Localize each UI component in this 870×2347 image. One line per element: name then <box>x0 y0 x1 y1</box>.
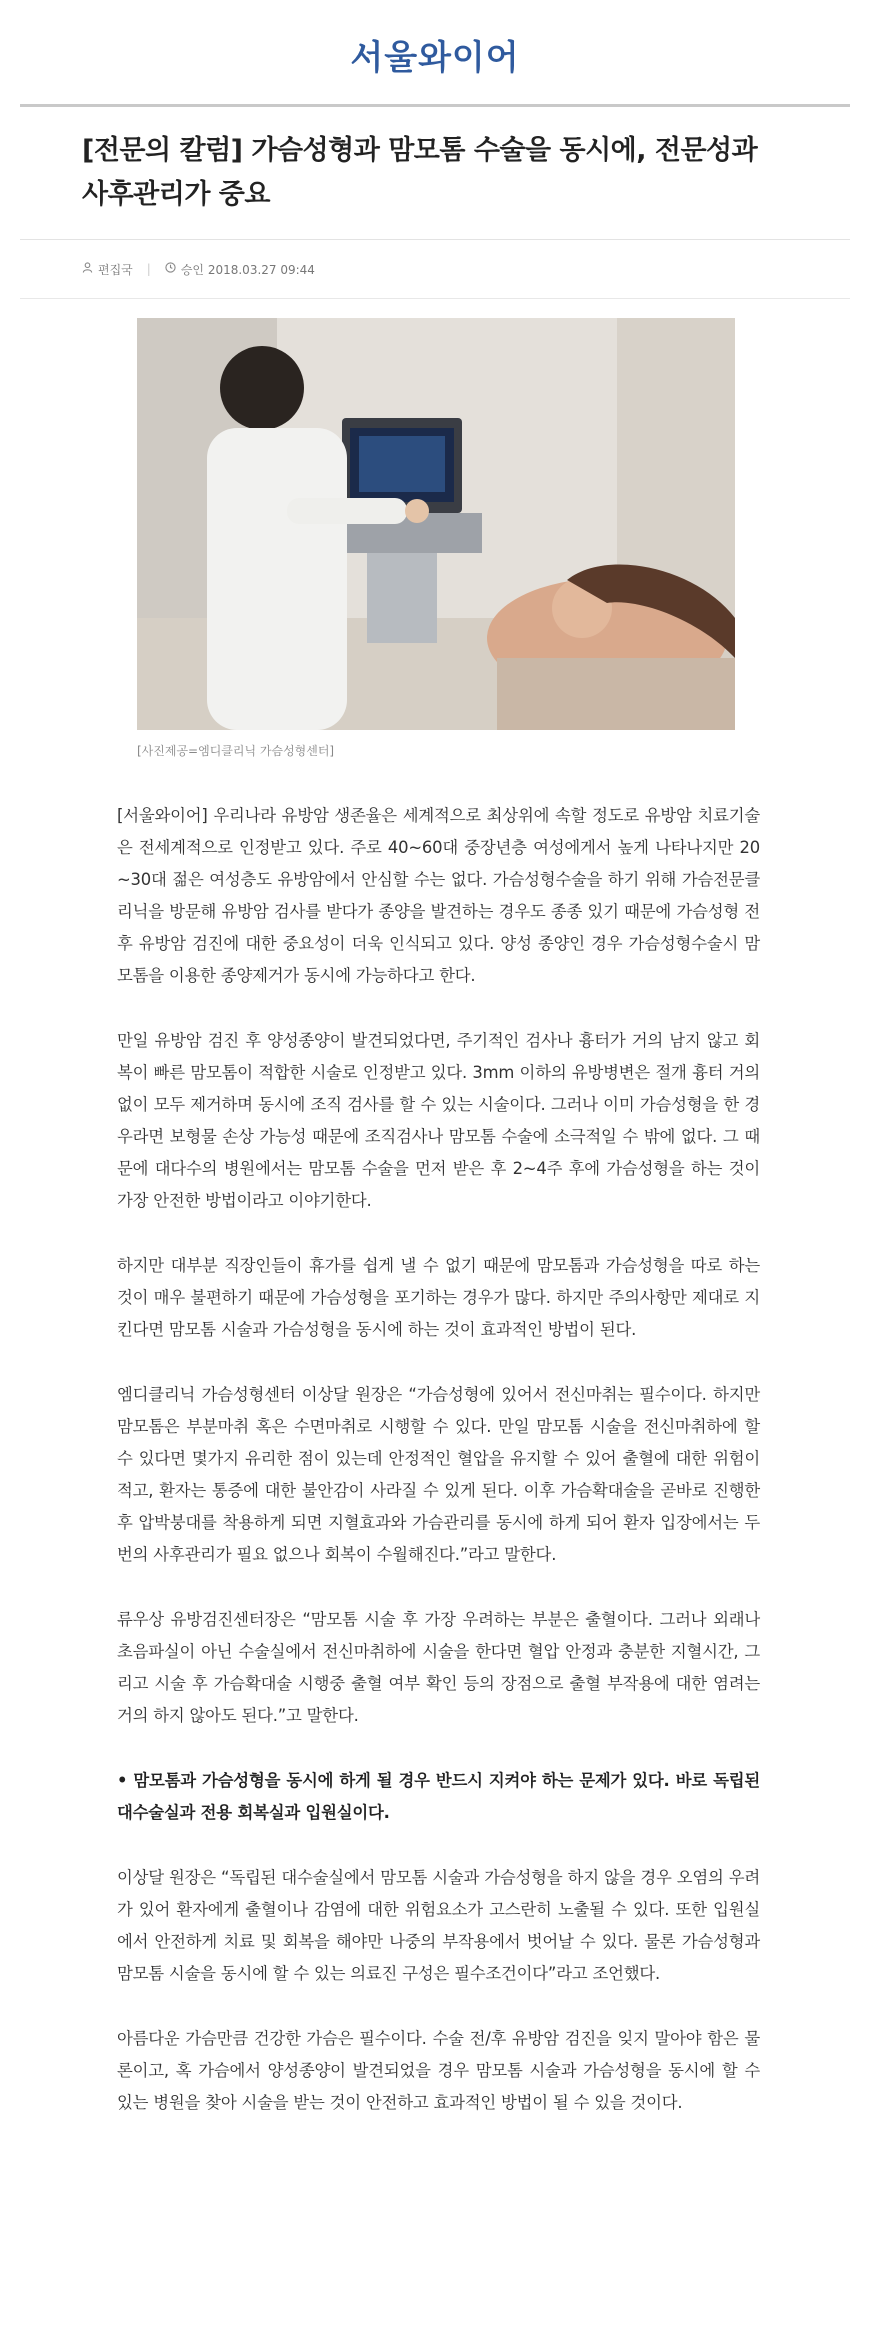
paragraph: 이상달 원장은 “독립된 대수술실에서 맘모톰 시술과 가슴성형을 하지 않을 경우 오염의 우려가 있어 환자에게 출혈이나 감염에 대한 위험요소가 고스란히 노출될 수 있다. 또한 입원실에서 안전하게 치료 및 회복을 해야만 나중의 부작용에서 벗어날 수 있다. 물론 가슴성형과 맘모톰 시술을 동시에 할 수 있는 의료진 구성은 필수조건이다”라고 조언했다. <box>117 1868 760 1983</box>
article-body <box>117 800 760 2152</box>
ultrasound-exam-photo <box>137 318 735 730</box>
paragraph: 류우상 유방검진센터장은 “맘모톰 시술 후 가장 우려하는 부분은 출혈이다. 그러나 외래나 초음파실이 아닌 수술실에서 전신마취하에 시술을 한다면 혈압 안정과 충분한 지혈시간, 그리고 시술 후 가슴확대술 시행중 출혈 여부 확인 등의 장점으로 출혈 부작용에 대한 염려는 거의 하지 않아도 된다.”고 말한다. <box>117 1610 760 1725</box>
paragraph: [서울와이어] 우리나라 유방암 생존율은 세계적으로 최상위에 속할 정도로 유방암 치료기술은 전세계적으로 인정받고 있다. 주로 40~60대 중장년층 여성에게서 높게 나타나지만 20~30대 젊은 여성층도 유방암에서 안심할 수는 없다. 가슴성형수술을 하기 위해 가슴전문클리닉을 방문해 유방암 검사를 받다가 종양을 발견하는 경우도 종종 있기 때문에 가슴성형 전후 유방암 검진에 대한 중요성이 더욱 인식되고 있다. 양성 종양인 경우 가슴성형수술시 맘모톰을 이용한 종양제거가 동시에 가능하다고 한다. <box>117 806 760 985</box>
author-info <box>82 261 133 278</box>
article-title: [전문의 칼럼] 가슴성형과 맘모톰 수술을 동시에, 전문성과 사후관리가 중요 <box>82 135 758 210</box>
person-icon <box>82 262 93 276</box>
photo-caption: [사진제공=엠디클리닉 가슴성형센터] <box>137 744 335 758</box>
paragraph: 하지만 대부분 직장인들이 휴가를 쉽게 낼 수 없기 때문에 맘모톰과 가슴성형을 따로 하는 것이 매우 불편하기 때문에 가슴성형을 포기하는 경우가 많다. 하지만 주의사항만 제대로 지킨다면 맘모톰 시술과 가슴성형을 동시에 하는 것이 효과적인 방법이 된다. <box>117 1256 760 1339</box>
paragraph: 엠디클리닉 가슴성형센터 이상달 원장은 “가슴성형에 있어서 전신마취는 필수이다. 하지만 맘모톰은 부분마취 혹은 수면마취로 시행할 수 있다. 만일 맘모톰 시술을 전신마취하에 할 수 있다면 몇가지 유리한 점이 있는데 안정적인 혈압을 유지할 수 있어 출혈에 대한 위험이 적고, 환자는 통증에 대한 불안감이 사라질 수 있게 된다. 이후 가슴확대술을 곧바로 진행한 후 압박붕대를 착용하게 되면 지혈효과와 가슴관리를 동시에 하게 되어 환자 입장에서는 두 번의 사후관리가 필요 없으나 회복이 수월해진다.”라고 말한다. <box>117 1385 760 1564</box>
highlight-paragraph: • 맘모톰과 가슴성형을 동시에 하게 될 경우 반드시 지켜야 하는 문제가 있다. 바로 독립된 대수술실과 전용 회복실과 입원실이다. <box>117 1771 760 1822</box>
clock-icon <box>165 262 176 276</box>
publish-info <box>165 261 315 278</box>
publish-date: 승인 2018.03.27 09:44 <box>180 262 315 277</box>
title-block <box>20 107 850 240</box>
paragraph: 아름다운 가슴만큼 건강한 가슴은 필수이다. 수술 전/후 유방암 검진을 잊지 말아야 함은 물론이고, 혹 가슴에서 양성종양이 발견되었을 경우 맘모톰 시술과 가슴성형을 동시에 할 수 있는 병원을 찾아 시술을 받는 것이 안전하고 효과적인 방법이 될 수 있을 것이다. <box>117 2029 760 2112</box>
site-logo[interactable]: 서울와이어 <box>350 38 520 78</box>
article-meta <box>20 240 850 299</box>
meta-divider: | <box>146 262 151 276</box>
article-figure <box>137 318 735 759</box>
paragraph: 만일 유방암 검진 후 양성종양이 발견되었다면, 주기적인 검사나 흉터가 거의 남지 않고 회복이 빠른 맘모톰이 적합한 시술로 인정받고 있다. 3mm 이하의 유방병변은 절개 흉터 거의 없이 모두 제거하며 동시에 조직 검사를 할 수 있는 시술이다. 그러나 이미 가슴성형을 한 경우라면 보형물 손상 가능성 때문에 조직검사나 맘모톰 수술에 소극적일 수 밖에 없다. 그 때문에 대다수의 병원에서는 맘모톰 수술을 먼저 받은 후 2~4주 후에 가슴성형을 하는 것이 가장 안전한 방법이라고 이야기한다. <box>117 1031 760 1210</box>
site-header <box>20 0 850 107</box>
author-name: 편집국 <box>98 262 133 277</box>
